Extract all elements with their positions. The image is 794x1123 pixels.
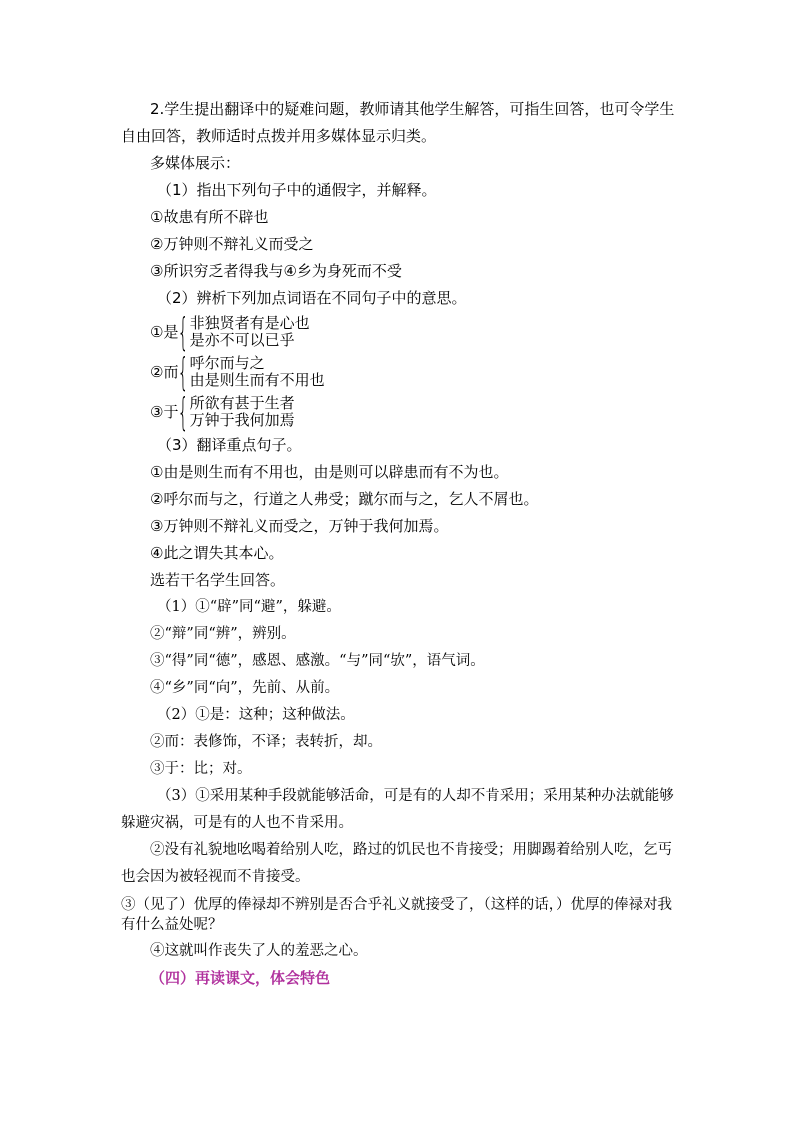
answer-3-b: ②没有礼貌地吆喝着给别人吃，路过的饥民也不肯接受；用脚踢着给别人吃，乞丐也会因为被轻视而不肯接受。 xyxy=(121,842,672,885)
brace-symbol: { xyxy=(178,350,189,394)
question-1: （1）指出下列句子中的通假字，并解释。 xyxy=(157,181,437,199)
brace-label: ②而 xyxy=(150,362,179,381)
brace-group-shi xyxy=(121,312,675,352)
brace-line-bottom: 万钟于我何加焉 xyxy=(189,411,295,429)
brace-group-yu xyxy=(121,392,675,432)
answer-3-d: ④这就叫作丧失了人的羞恶之心。 xyxy=(150,943,368,959)
brace-symbol: { xyxy=(178,390,189,434)
answer-3-c: ③（见了）优厚的俸禄却不辨别是否合乎礼义就接受了，（这样的话，）优厚的俸禄对我有什么益处呢？ xyxy=(121,897,672,933)
brace-line-top: 非独贤者有是心也 xyxy=(189,314,310,332)
answer-2-a: （2）①是：这种；这种做法。 xyxy=(157,707,355,723)
brace-line-top: 呼尔而与之 xyxy=(189,354,265,372)
brace-line-bottom: 由是则生而有不用也 xyxy=(189,371,325,389)
brace-label: ①是 xyxy=(150,322,179,341)
brace-line-top: 所欲有甚于生者 xyxy=(189,394,295,412)
question-3-item-b: ②呼尔而与之，行道之人弗受；蹴尔而与之，乞人不屑也。 xyxy=(150,490,539,508)
section-heading: （四）再读课文，体会特色 xyxy=(150,969,331,987)
brace-group-er xyxy=(121,352,675,392)
question-3-item-d: ④此之谓失其本心。 xyxy=(150,544,284,562)
question-1-item-c: ③所识穷乏者得我与④乡为身死而不受 xyxy=(150,262,402,280)
answer-1-d: ④“乡”同“向”，先前、从前。 xyxy=(150,680,340,696)
question-1-item-b: ②万钟则不辩礼义而受之 xyxy=(150,235,314,253)
paragraph-intro: 2.学生提出翻译中的疑难问题，教师请其他学生解答，可指生回答，也可令学生自由回答，教师适时点拨并用多媒体显示归类。 xyxy=(121,100,675,145)
question-3-item-c: ③万钟则不辩礼义而受之，万钟于我何加焉。 xyxy=(150,517,449,535)
answer-2-b: ②而：表修饰，不译；表转折，却。 xyxy=(150,734,382,750)
question-3: （3）翻译重点句子。 xyxy=(157,436,302,454)
brace-symbol: { xyxy=(178,310,189,354)
multimedia-label: 多媒体展示： xyxy=(150,154,241,172)
lesson-content xyxy=(121,96,675,992)
answer-1-b: ②“辩”同“辨”，辨别。 xyxy=(150,626,296,642)
question-1-item-a: ①故患有所不辟也 xyxy=(150,208,269,226)
brace-line-bottom: 是亦不可以已乎 xyxy=(189,331,295,349)
student-answer-note: 选若干名学生回答。 xyxy=(150,571,286,589)
question-3-item-a: ①由是则生而有不用也，由是则可以辟患而有不为也。 xyxy=(150,463,509,481)
answer-3-a: （3）①采用某种手段就能够活命，可是有的人却不肯采用；采用某种办法就能够躲避灾祸，可是有的人也不肯采用。 xyxy=(121,788,674,831)
brace-label: ③于 xyxy=(150,402,179,421)
answer-1-c: ③“得”同“德”，感恩、感激。“与”同“欤”，语气词。 xyxy=(150,653,485,669)
answer-1-a: （1）①“辟”同“避”，躲避。 xyxy=(157,599,341,615)
question-2: （2）辨析下列加点词语在不同句子中的意思。 xyxy=(157,289,467,307)
answer-2-c: ③于：比；对。 xyxy=(150,761,252,777)
